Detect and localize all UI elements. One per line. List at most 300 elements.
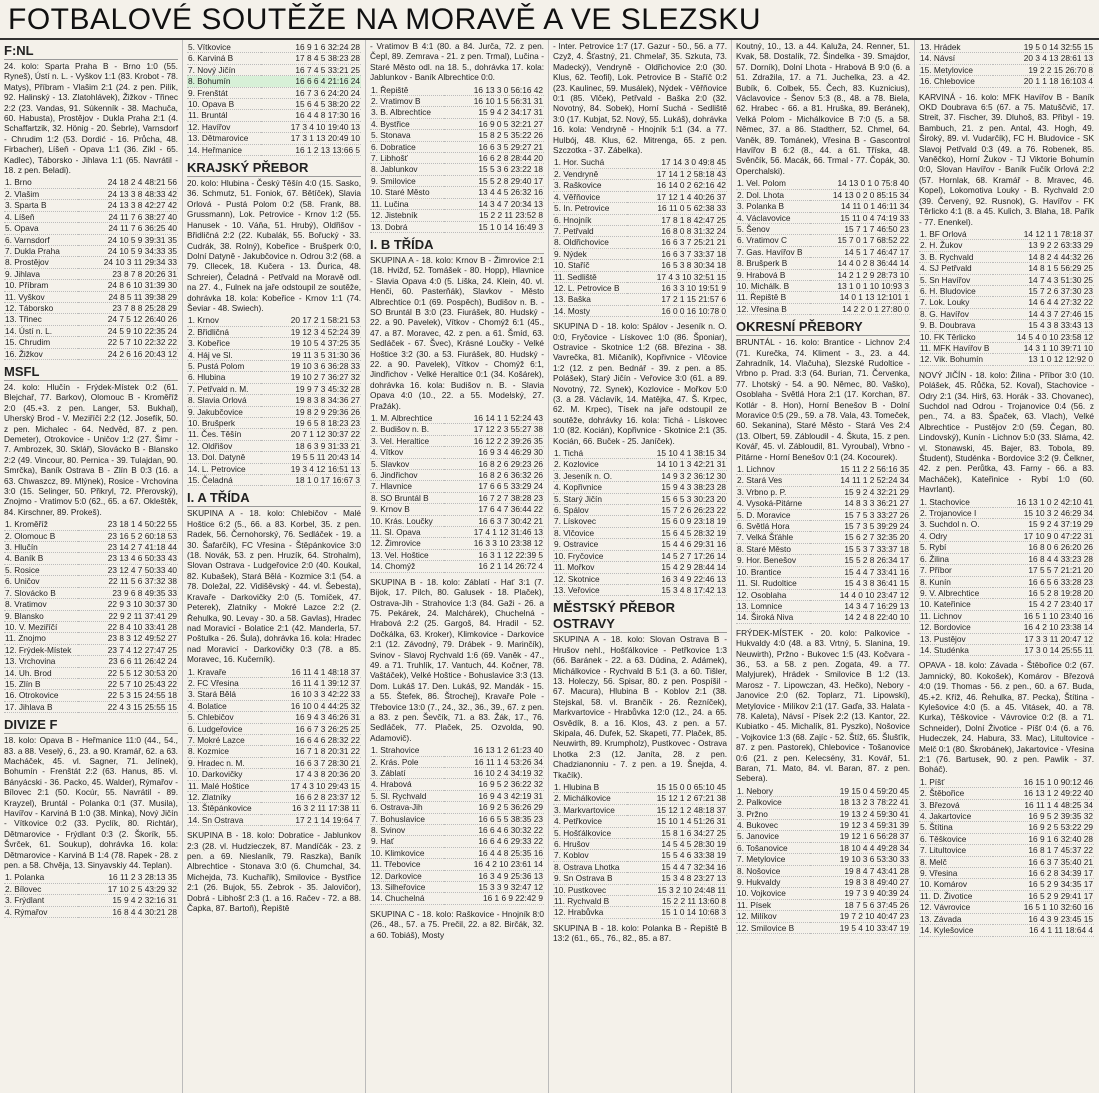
team-name: 1. Strahovice <box>371 745 420 756</box>
team-stats: 16 4 4 8 25:35 16 <box>478 847 543 858</box>
team-stats: 19 2 2 15 26:70 8 <box>1028 64 1093 75</box>
team-stats: 14 11 0 1 46:11 34 <box>841 201 909 212</box>
team-stats: 24 10 5 9 39:31 35 <box>107 234 177 245</box>
team-stats: 19 5 4 10 33:47 19 <box>839 922 909 933</box>
team-stats: 14 4 0 10 23:47 12 <box>839 589 909 600</box>
team-name: 13. Třinec <box>5 314 42 325</box>
team-name: 1. BF Orlová <box>920 228 967 239</box>
table-row <box>370 882 544 893</box>
team-name: 5. Stonava <box>371 130 411 141</box>
team-stats: 15 4 3 8 33:43 13 <box>1028 320 1093 331</box>
column-5 <box>732 40 915 1093</box>
table-row <box>370 85 544 96</box>
team-name: 2. Krás. Pole <box>371 756 419 767</box>
table-row <box>187 315 361 326</box>
team-stats: 16 15 1 0 90:12 46 <box>1023 776 1093 787</box>
table-row <box>919 76 1094 87</box>
team-name: 13. Lomnice <box>737 600 783 611</box>
table-row <box>919 42 1094 53</box>
table-row <box>553 448 727 459</box>
table-row <box>553 260 727 271</box>
results-novy-jicin: NOVÝ JIČÍN - 18. kolo: Žilina - Příbor 3:0 (10. Polášek, 45. Růčka, 52. Koval), Stachovice - Odry 2:1 (34. Hirš, 63. Horák - 33. Chovanec), Suchdol nad Odrou - Trojanovice 0:4 (56. z pen., 74. a 83. Špaček, 63. Vlach), Velké Albrechtice - Pustějov 2:0 (59. Čegan, 80. Lindovský), Kunín - Lichnov 5:0 (33. Sláma, 42. vl. Stonawski, 45. Bajer, 83. Tobola, 89. Študent), Studénka - Bordovice 3:2 (9. Čelkner, 42. z pen. Perůtka, 43. Farny - 66. a 83. Macháček), Kateřinice - Rybí 1:0 (60. Havrlant). <box>919 369 1094 495</box>
table-row <box>736 600 910 611</box>
table-ia-b <box>370 85 544 233</box>
team-name: 14. Studénka <box>920 644 969 655</box>
team-name: 10. Vojkovice <box>737 888 786 899</box>
team-name: 12. Zlatníky <box>188 792 231 802</box>
team-stats: 14 5 2 7 17:26 14 <box>661 550 726 561</box>
team-name: 7. Petřvald <box>554 225 594 236</box>
table-row <box>4 245 178 256</box>
team-stats: 14 3 4 7 16:29 13 <box>844 600 909 611</box>
team-stats: 16 4 2 10 23:38 14 <box>1023 622 1093 633</box>
team-name: 13. Dobrá <box>371 221 408 232</box>
table-row <box>187 406 361 417</box>
team-name: 11. D. Životice <box>920 890 973 901</box>
team-name: 13. Štěpánkovice <box>188 803 252 814</box>
table-row <box>736 566 910 577</box>
team-name: 9. Jakubčovice <box>188 406 243 417</box>
table-row <box>187 76 361 87</box>
team-stats: 22 5 7 10 25:43 22 <box>107 678 177 689</box>
table-row <box>919 879 1094 890</box>
results-ib-c: SKUPINA C - 18. kolo: Raškovice - Hnojník 8:0 (26., 48., 57. a 75. Prečil, 22. a 82. Birčák, 32. a 60. Tobiáš), Mosty <box>370 908 544 940</box>
team-stats: 23 13 4 6 50:33 43 <box>107 553 177 564</box>
table-row <box>736 612 910 623</box>
team-stats: 17 3 0 14 25:55 11 <box>1024 644 1093 655</box>
results-ia-b: SKUPINA B - 18. kolo: Dobratice - Jablunkov 2:3 (28. vl. Hudzieczek, 87. Mandíčák - 23. z pen. a 69. Nieslaník, 79. Raszka), Baník Albrechtice - Stonava 3:0 (6. Chumchal, 34. Michejda, 73. Kuchařík), Smilovice - Bystřice 2:1 (26. Bujok, 55. Żebrok - 35. Jalovičor), Dobrá - Libhošť 2:3 (1. a 16. Račev - 72. a 88. Čapka, 87. Bartoň), Řepiště <box>187 830 361 914</box>
table-row <box>370 164 544 175</box>
team-stats: 16 6 6 4 21:16 24 <box>295 76 360 87</box>
table-row <box>919 565 1094 576</box>
table-row <box>187 452 361 463</box>
team-stats: 15 9 4 2 32:16 31 <box>112 895 177 906</box>
team-name: 9. Hrabová B <box>737 269 786 280</box>
team-stats: 23 8 3 12 49:52 27 <box>107 633 177 644</box>
team-stats: 16 4 4 8 17:30 16 <box>295 110 360 121</box>
team-stats: 16 4 1 11 18:64 4 <box>1029 925 1093 936</box>
team-name: 11. Čes. Těšín <box>188 429 242 440</box>
team-stats: 16 3 2 11 17:38 11 <box>292 803 360 814</box>
results-karvina: KARVINÁ - 16. kolo: MFK Havířov B - Baník OKD Doubrava 6:5 (67. a 75. Matuščvič, 17. Streit, 37. Fischer, 39. Dluhoš, 83. Přibyl - 19. Bambuch, 21. z pen. Antal, 43. Hogh, 49. Široký, 89. vl. Vudarčík), FC H. Bludovice - SK Slavoj Petřvald 0:3 (49. a 76. Robenek, 85. Vaněčko), Horní Žukov - TJ Viktorie Bohumín 0:0, Slovan Havířov - Baník Fučík Orlová 2:2 (57. Hornlak, 68. Kramář - 8. Mravec, 46. Kopel), Lokomotiva Louky - B. Rychvald 2:0 (39. Červený, 92. Rusnok), G. Havířov - FK Těrlicko 4:1 (8. a 45. Kulich, 3. Blaha, 18. Pařík - 77. Enenkel). <box>919 91 1094 227</box>
columns <box>0 40 1099 1093</box>
table-row <box>4 564 178 575</box>
team-name: 6. H. Bludovice <box>920 285 976 296</box>
table-row <box>370 141 544 152</box>
table-row <box>370 756 544 767</box>
team-name: 7. Petřvald n. M. <box>188 383 249 394</box>
results-msfl: 24. kolo: Hlučín - Frýdek-Místek 0:2 (61. Blejchař, 77. Barkov), Olomouc B - Kroměříž 2:0 (45.+3. z pen. Langer, 53. Bukhal), Uherský Brod - V. Meziříčí 2:2 (12. Josefík, 50. z pen. Michalec - 64. Nedvěd, 87. z pen. Demeter), Otrokovice - Uničov 1:2 (27. Šimr - 7. Ambrozek, 30. Sklář), Slovácko B - Blansko 2:2 (49. Vincour, 80. Pernica - 39. Tulajdan, 90. Smrčka), Baník Ostrava B - Zlín B 0:3 (16. a 63. Chwaszcz, 89. Mlýnek), Rosice - Vrchovina 3:0 (15. Selinger, 50. Přikryl, 72. Přerovský), Znojmo - Vratimov 5:0 (62., 65. a 67. Okleštěk, 84. Kirschner, 89. Prokeš). <box>4 381 178 517</box>
team-stats: 15 9 4 2 34:17 31 <box>478 107 543 118</box>
table-row <box>553 839 727 850</box>
team-name: 8. Slavia Orlová <box>188 395 247 406</box>
team-name: 2. Vlašim <box>5 188 40 199</box>
team-name: 5. Rybí <box>920 542 947 553</box>
team-name: 16. Žižkov <box>5 348 43 359</box>
team-name: 14. Mosty <box>554 305 590 316</box>
team-stats: 15 4 2 9 28:44 14 <box>661 562 726 573</box>
team-stats: 16 8 0 8 31:32 24 <box>661 225 726 236</box>
team-name: 1. Lichnov <box>737 464 775 475</box>
team-name: 11. Malé Hoštice <box>188 780 250 791</box>
team-stats: 17 3 1 13 20:49 10 <box>290 133 360 144</box>
table-row <box>187 700 361 711</box>
team-stats: 18 10 4 4 49:28 34 <box>839 842 909 853</box>
team-stats: 19 10 3 6 36:28 33 <box>290 360 360 371</box>
table-row <box>4 314 178 325</box>
team-stats: 16 10 3 3 42:22 33 <box>290 689 360 700</box>
team-stats: 24 8 5 11 39:38 29 <box>108 291 177 302</box>
team-stats: 17 10 2 5 43:29 32 <box>107 883 177 894</box>
results-divize-f: 18. kolo: Opava B - Heřmanice 11:0 (44., 54., 83. a 88. Veselý, 6., 23. a 90. Kramář, 62. a 63. Macháček, 45. vl. Sagner, 71. Jelínek), Bohumín - Frenštát 2:2 (63. Hanus, 85. vl. Bányácski - 36. Packo, 45. Walder), Rýmařov - Bílovec 2:1 (50. Kocúr, 55. Navrátil - 89. Krayzel), Bruntál - Polanka 0:1 (37. Musila), Havířov - Karviná B 1:0 (38. Minka), Nový Jičín - Vítkovice 0:2 (33. Pyclík, 80. Richtár), Dětmarovice - Frýdlant 0:3 (2. Škorík, 55. Švrček, 61. Soukup), dohrávka 16. kola: Dětmarovice - Karviná B 1:4 (78. Rapek - 28. z pen. a 58. Chvěja, 13. Sinyavskiy 44. Teplan). <box>4 735 178 871</box>
team-stats: 15 6 4 5 38:20 22 <box>295 99 360 110</box>
team-name: 7. Dukla Praha <box>5 245 60 256</box>
results-fnl: 24. kolo: Sparta Praha B - Brno 1:0 (55. Ryneš), Ústí n. L. - Vyškov 1:1 (83. Krobot - 78. Matys), Příbram - Vlašim 2:1 (24. z pen. Pilík, 92. Halinský - 13. Zlatohlávek), Žižkov - Třinec 2:2 (23. Vandas, 91. Súkenník - 38. Machuča, 60. Habusta), Prostějov - Dukla Praha 2:1 (4. Schaffartzik, 32. Hönig - 20. Šebrle), Varnsdorf - Chrudim 1:2 (53. Dordić - 16. Průcha, 48. Firbacher), Líšeň - Opava 1:1 (36. Zikl - 65. Kadlec), Táborsko - Jihlava 1:1 (65. Navrátil - 18. z pen. Beladi). <box>4 61 178 176</box>
results-ia-b-cont: - Vratimov B 4:1 (80. a 84. Jurča, 72. z pen. Čepl, 89. Zemrava - 21. z pen. Trmal), Lučina - Staré Město odl. na 18. 5., dohrávka 17. kola: Jablunkov - Baník Albrechtice 0:0. <box>370 41 544 83</box>
team-name: 8. SO Bruntál B <box>371 492 429 503</box>
team-name: 10. Fryčovice <box>554 550 604 561</box>
team-stats: 14 4 3 7 27:46 15 <box>1028 308 1093 319</box>
team-stats: 20 17 2 1 58:21 53 <box>290 315 360 326</box>
table-ib-d <box>553 448 727 596</box>
team-name: 4. Odry <box>920 530 948 541</box>
team-name: 1. Brno <box>5 177 32 188</box>
table-row <box>370 768 544 779</box>
table-row <box>553 157 727 168</box>
team-stats: 20 3 4 13 28:61 13 <box>1023 53 1093 64</box>
table-row <box>370 561 544 572</box>
table-row <box>736 899 910 910</box>
team-name: 11. Sl. Rudoltice <box>737 578 797 589</box>
table-row <box>370 118 544 129</box>
team-name: 8. Staré Město <box>737 543 791 554</box>
team-stats: 19 7 3 9 40:39 24 <box>844 888 909 899</box>
table-opava <box>919 777 1094 937</box>
table-row <box>553 214 727 225</box>
team-name: 5. Slavkov <box>371 458 410 469</box>
results-opava: OPAVA - 18. kolo: Závada - Štěbořice 0:2 (67. Jamnický, 80. Kokošek), Komárov - Březová 4:0 (19. Thomas - 56. z pen., 60. a 67. Buda, 45.+2. Kříž, 46. Řehulka, 87. Pecka), Štítina - Kylešovice 4:0 (5. a 45. Vitásek, 40. a 78. Kurka), Těškovice - Vávrovice 0:2 (8. a 71. Schneider), Dolní Životice - Píšť 0:4 (6. a 76. Hudeczek, 24. Habura, 33. Mac), Litultovice - Melč 0:1 (80. Škrobánek), Jakartovice - Vřesina 2:1 (76. Bartusek, 90. z pen. Pawlik - 37. Boháč). <box>919 660 1094 775</box>
table-row <box>187 667 361 678</box>
team-name: 7. Metylovice <box>737 854 786 865</box>
team-stats: 16 10 1 5 56:31 31 <box>473 96 543 107</box>
team-name: 12. Žimrovice <box>371 538 421 549</box>
team-stats: 16 3 4 9 22:46 13 <box>661 573 726 584</box>
table-row <box>187 689 361 700</box>
team-stats: 14 5 4 0 10 23:58 12 <box>1016 331 1093 342</box>
team-stats: 15 4 2 7 23:40 17 <box>1028 599 1093 610</box>
team-stats: 16 7 1 8 20:31 22 <box>295 746 360 757</box>
team-stats: 24 11 7 6 36:25 40 <box>108 223 177 234</box>
team-name: 6. Jindřichov <box>371 470 418 481</box>
team-name: 8. Kozmice <box>188 746 230 757</box>
table-row <box>553 180 727 191</box>
team-stats: 15 4 4 7 33:41 16 <box>844 566 909 577</box>
team-name: 5. Janovice <box>737 831 779 842</box>
column-2 <box>183 40 366 1093</box>
team-stats: 15 1 0 14 10:68 3 <box>661 907 726 918</box>
team-name: 3. Březová <box>920 799 960 810</box>
team-stats: 16 9 1 6 32:24 28 <box>295 42 360 52</box>
team-stats: 15 4 4 6 29:31 16 <box>661 539 726 550</box>
team-name: 15. Chrudim <box>5 337 51 348</box>
table-row <box>553 237 727 248</box>
team-name: 4. Rýmařov <box>5 906 48 917</box>
team-name: 5. Pustá Polom <box>188 360 245 371</box>
team-stats: 16 11 4 1 39:12 37 <box>291 677 360 688</box>
team-name: 3. Sparta B <box>5 200 47 211</box>
team-stats: 16 9 4 3 42:19 31 <box>478 790 543 801</box>
team-name: 10. Opava B <box>188 99 235 110</box>
team-name: 9. B. Doubrava <box>920 320 976 331</box>
table-row <box>919 868 1094 879</box>
table-row <box>4 656 178 667</box>
team-stats: 22 11 5 6 37:32 38 <box>108 576 177 587</box>
team-name: 4. Petřkovice <box>554 816 602 827</box>
column-1 <box>0 40 183 1093</box>
table-row <box>370 175 544 186</box>
team-name: 13. Dětmarovice <box>188 133 249 144</box>
team-name: 6. Hlubina <box>188 372 226 383</box>
team-stats: 19 15 0 4 59:20 45 <box>839 785 909 796</box>
table-row <box>919 576 1094 587</box>
team-stats: 15 5 3 7 33:37 18 <box>844 543 909 554</box>
table-mestsky-b <box>736 178 910 315</box>
table-row <box>187 133 361 144</box>
table-row <box>553 168 727 179</box>
table-row <box>370 221 544 232</box>
table-row <box>919 508 1094 519</box>
team-stats: 16 5 3 8 30:34 18 <box>661 260 726 271</box>
team-stats: 16 9 5 2 36:22 32 <box>478 779 543 790</box>
table-row <box>553 470 727 481</box>
table-row <box>919 644 1094 655</box>
team-name: 12. Osoblaha <box>737 589 787 600</box>
team-stats: 14 5 1 7 46:47 17 <box>844 246 909 257</box>
team-name: 6. Uničov <box>5 576 40 587</box>
table-row <box>4 667 178 678</box>
team-stats: 14 13 0 1 0 75:8 40 <box>837 178 909 189</box>
table-row <box>187 475 361 486</box>
table-row <box>919 610 1094 621</box>
table-row <box>919 240 1094 251</box>
team-name: 7. Lískovec <box>554 516 596 527</box>
column-3 <box>366 40 549 1093</box>
results-bruntal: BRUNTÁL - 16. kolo: Brantice - Lichnov 2:4 (71. Kurečka, 74. Kliment - 3., 23. a 44. Zahradník, 14. Vlačuha), Slezské Rudoltice - Vrbno p. Prad. 3:3 (64. Burian, 71. Červenka, 77. Lhotský - 54. a 90. Němec, 80. Vaško), Osoblaha - Světlá Hora 2:1 (17. Korchan, 87. Kotlár - 8. Hon), Horní Benešov B - Dolní Moravice 0:5 (29., 59. a 78. Vala, 43. Tomeček, 60. Sekanina), Staré Město - Stará Ves 2:4 (13. Olbert, 59. Zábloudil - 4. Škuta, 15. z pen. Kovář, 45. vl. Zábloudil, 81. Vyroubal), Vrbno - Pitárne - Horní Benešov 0:1 (24. Kocourek). <box>736 337 910 462</box>
team-name: 4. Baník B <box>5 553 44 564</box>
team-name: 8. Jablunkov <box>371 164 418 175</box>
team-name: 10. Staříč <box>554 260 590 271</box>
team-stats: 16 8 2 6 36:32 26 <box>478 470 543 481</box>
table-row <box>736 589 910 600</box>
team-name: 4. Věřňovice <box>554 191 601 202</box>
team-stats: 16 14 0 2 62:16 42 <box>656 180 726 191</box>
team-stats: 19 8 3 8 34:36 27 <box>295 395 360 406</box>
team-stats: 23 9 6 8 49:35 33 <box>112 587 177 598</box>
table-row <box>736 303 910 314</box>
table-row <box>370 745 544 756</box>
team-stats: 17 10 9 0 47:22 31 <box>1023 530 1093 541</box>
table-row <box>370 538 544 549</box>
team-name: 9. V. Albrechtice <box>920 587 980 598</box>
team-name: 14. Návsí <box>920 53 956 64</box>
table-row <box>553 550 727 561</box>
team-stats: 20 1 1 18 16:103 4 <box>1023 76 1093 87</box>
table-row <box>736 521 910 532</box>
team-stats: 15 2 2 11 23:52 8 <box>479 210 543 221</box>
team-stats: 16 3 3 10 23:38 12 <box>473 538 543 549</box>
team-name: 1. Krnov <box>188 315 219 326</box>
section-title-fnl: F:NL <box>4 43 178 60</box>
table-row <box>919 542 1094 553</box>
team-stats: 23 14 2 7 41:18 44 <box>107 542 177 553</box>
team-stats: 16 7 2 7 38:28 23 <box>478 492 543 503</box>
team-stats: 19 8 4 7 43:41 28 <box>844 865 909 876</box>
team-name: 5. Štítina <box>920 822 953 833</box>
team-name: 8. Melč <box>920 856 947 867</box>
column-6 <box>915 40 1098 1093</box>
table-row <box>919 251 1094 262</box>
team-stats: 17 5 5 7 21:21 20 <box>1028 565 1093 576</box>
table-frydek-mistek-cont <box>919 42 1094 88</box>
table-row <box>553 527 727 538</box>
team-stats: 16 8 1 7 45:37 22 <box>1028 845 1093 856</box>
team-stats: 14 12 1 1 78:18 37 <box>1023 228 1093 239</box>
table-row <box>4 519 178 530</box>
table-row <box>4 678 178 689</box>
team-stats: 15 9 2 4 37:19 29 <box>1028 519 1093 530</box>
table-row <box>187 792 361 803</box>
team-name: 6. Žilina <box>920 553 950 564</box>
team-name: 10. Kateřinice <box>920 599 971 610</box>
table-row <box>736 498 910 509</box>
team-stats: 15 10 4 1 38:15 34 <box>656 448 726 459</box>
table-row <box>919 308 1094 319</box>
table-row <box>553 493 727 504</box>
team-stats: 15 5 2 8 26:34 17 <box>844 555 909 566</box>
team-stats: 16 5 2 8 19:28 20 <box>1028 587 1093 598</box>
headline-bar <box>0 0 1099 40</box>
team-stats: 15 7 0 1 7 68:52 22 <box>837 235 909 246</box>
team-stats: 16 1 6 9 22:42 9 <box>483 893 543 904</box>
team-stats: 14 9 3 2 36:12 30 <box>661 470 726 481</box>
team-stats: 14 2 4 8 22:40 10 <box>844 612 909 623</box>
team-name: 15. Čeladná <box>188 475 233 486</box>
team-name: 7. Nový Jičín <box>188 64 236 75</box>
team-name: 5. Rosice <box>5 564 40 575</box>
team-name: 2. H. Žukov <box>920 240 963 251</box>
team-stats: 16 9 4 3 46:26 31 <box>295 712 360 723</box>
team-name: 12. Skotnice <box>554 573 600 584</box>
team-stats: 16 6 3 7 30:42 21 <box>478 515 543 526</box>
table-row <box>919 890 1094 901</box>
team-name: 9. Ostravice <box>554 539 599 550</box>
team-name: 2. FC Vřesina <box>188 677 239 688</box>
table-row <box>187 757 361 768</box>
table-row <box>736 509 910 520</box>
table-row <box>4 576 178 587</box>
team-stats: 16 10 0 4 44:25 32 <box>290 700 360 711</box>
team-stats: 19 10 3 6 53:30 33 <box>839 854 909 865</box>
team-name: 8. Oldřichovice <box>554 237 609 248</box>
team-stats: 24 5 9 10 22:35 24 <box>107 325 177 336</box>
section-title-okresni-prebory: OKRESNÍ PŘEBORY <box>736 319 910 336</box>
table-row <box>553 516 727 527</box>
table-row <box>919 53 1094 64</box>
table-row <box>919 342 1094 353</box>
team-stats: 16 9 1 6 32:40 28 <box>1028 833 1093 844</box>
results-ib-a: SKUPINA A - 18. kolo: Krnov B - Žimrovice 2:1 (18. Hvižď, 52. Tomášek - 80. Hopp), Hlavnice - Slavia Opava 4:0 (5. Liška, 24. Klein, 40. vl. Henči, 60. Pasterňák), Slavkov - Město Albrechtice 0:1 (69. Pospěch), Budišov n. B. - SO Bruntál B 3:0 (23. Fiurášek, 80. Hudský - 22. a 90. Pavelek), Vítkov - Chomýž 6:1 (45., 47. a 87. Moravec, 42. z pen. a 61. Šmíd, 63. Sedláček - 67. Švec), Krásné Loučky - Velké Hoštice 3:2 (30. a 53. Fiurášek, 80. Hudský - 22. a 90. Pavelek), Vítkov - Chomýž 6:1, Jindřichov - Velké Heraltice 0:1 (34. Košárek), dohrávka 16. kola: Budišov n. B. - Slavia Opava 4:0 (10., 22. a 55. Modelský, 27. Pražák). <box>370 254 544 411</box>
team-name: 2. Budišov n. B. <box>371 424 430 435</box>
results-ib-d: SKUPINA D - 18. kolo: Spálov - Jeseník n. O. 0:0, Fryčovice - Lískovec 1:0 (86. Šponiar), Ostravice - Skotnice 1:2 (68. Březina - 38. Vavrečka, 81. Mičaník), Kopřivnice - Vlčovice 1:2 (12. z pen. Bednář - 39. z pen. a 85. Polášek), Starý Jičín - Veřovice 3:0 (61. a 89. Novotný, 72. Synek), Kozlovice - Mořkov 5:0 (3. a 28. Václavík, 14. Matějka, 47. Š. Krpec, 62. M. Krpec), Tísek na jaře odstoupil ze soutěže, dohrávky 16. kola: Tichá - Lískovec 1:0 (82. Kocián), Kopřivnice - Skotnice 2:1 (35. Kocián, 66. Buček - 25. Janíček). <box>553 321 727 446</box>
team-name: 4. Bolatice <box>188 700 227 711</box>
team-name: 9. Nýdek <box>554 248 587 259</box>
team-stats: 16 5 2 9 29:41 17 <box>1028 890 1093 901</box>
table-row <box>370 107 544 118</box>
table-row <box>736 532 910 543</box>
table-row <box>553 907 727 918</box>
table-row <box>553 562 727 573</box>
team-name: 1. Polanka <box>5 872 45 883</box>
table-frydek-mistek <box>736 786 910 934</box>
table-row <box>4 177 178 188</box>
team-stats: 16 6 7 3 26:25 25 <box>295 723 360 734</box>
team-stats: 17 12 1 4 40:26 37 <box>656 191 726 202</box>
team-name: 1. Stachovice <box>920 496 970 507</box>
team-stats: 17 6 4 7 36:44 22 <box>478 504 543 515</box>
section-title-divize-f: DIVIZE F <box>4 717 178 734</box>
team-stats: 15 5 3 6 23:22 18 <box>478 164 543 175</box>
team-name: 9. Jihlava <box>5 268 41 279</box>
team-stats: 17 4 3 10 32:51 15 <box>656 271 726 282</box>
team-stats: 14 3 4 7 20:34 13 <box>478 198 543 209</box>
table-row <box>370 790 544 801</box>
team-name: 14. Uh. Brod <box>5 667 52 678</box>
team-stats: 14 8 1 5 56:29 25 <box>1028 263 1093 274</box>
team-name: 8. Vratimov <box>5 599 47 610</box>
table-row <box>553 861 727 872</box>
team-name: 9. Sn Ostrava B <box>554 873 613 884</box>
team-name: 9. Hať <box>371 836 394 847</box>
team-name: 8. Nošovice <box>737 865 781 876</box>
team-name: 10. Brušperk <box>188 418 236 428</box>
team-stats: 23 16 5 2 60:18 53 <box>107 530 177 541</box>
team-stats: 16 6 3 7 25:21 21 <box>661 237 726 248</box>
team-name: 8. Kunín <box>920 576 951 587</box>
team-name: 4. Jakartovice <box>920 811 972 822</box>
team-name: 15. Metylovice <box>920 64 974 75</box>
team-name: 13. Závada <box>920 913 962 924</box>
table-row <box>187 734 361 745</box>
team-stats: 24 7 5 12 26:40 26 <box>107 314 177 325</box>
team-name: 2. Olomouc B <box>5 530 56 541</box>
team-name: 3. Polanka B <box>737 201 785 212</box>
team-stats: 17 3 4 10 19:40 13 <box>290 121 360 132</box>
table-row <box>4 302 178 313</box>
results-ib-b: SKUPINA B - 18. kolo: Záblatí - Hať 3:1 (7. Bijok, 17. Pilch, 80. Galusek - 18. Plaček), Ostrava-Jih - Strahovice 1:3 (84. Gaži - 26. a 75. Pekárek, 24. Malchárek), Chuchelná - Hrabová 2:2 (25. Gargoš, 84. Hradil - 52. Dočkálka, 63. Kroker), Klimkovice - Darkovice 2:1 (12. Závodný, 79. Drábek - 9. Marinčík), Svinov - Slavoj Rychvald 1:6 (69. Vaněk - 47., 49. a 71. Truhlík, 17. Vantuch, 44. Kočner, 78. Vaštáček), Velké Hoštice - Bohuslavice 3:3 (13. Dom. Lukáš 17. Den. Lukáš, 92. Mandák - 15. a 55. Štefek, 86. Štrochej), Kravaře Pole - Třebovice 13:0 (7., 24., 32., 36., 39., 67. z pen. a 83. z pen. Ševčík, 71. a 83. Žák, 17., 76. Sedláček, 77. Plaček, 25. Ozvolda, 90. Adamovič). <box>370 576 544 743</box>
team-stats: 17 6 6 5 33:29 24 <box>478 481 543 492</box>
table-row <box>370 515 544 526</box>
team-stats: 17 2 1 15 21:57 6 <box>661 294 726 305</box>
team-name: 11. Lichnov <box>920 610 962 621</box>
table-row <box>553 584 727 595</box>
team-name: 4. SJ Petřvald <box>920 263 972 274</box>
team-name: 6. Tošanovice <box>737 842 788 853</box>
team-name: 5. Opava <box>5 223 39 234</box>
team-stats: 15 6 2 7 32:35 20 <box>844 532 909 543</box>
team-name: 12. Havířov <box>188 121 231 132</box>
table-row <box>370 836 544 847</box>
table-row <box>919 788 1094 799</box>
